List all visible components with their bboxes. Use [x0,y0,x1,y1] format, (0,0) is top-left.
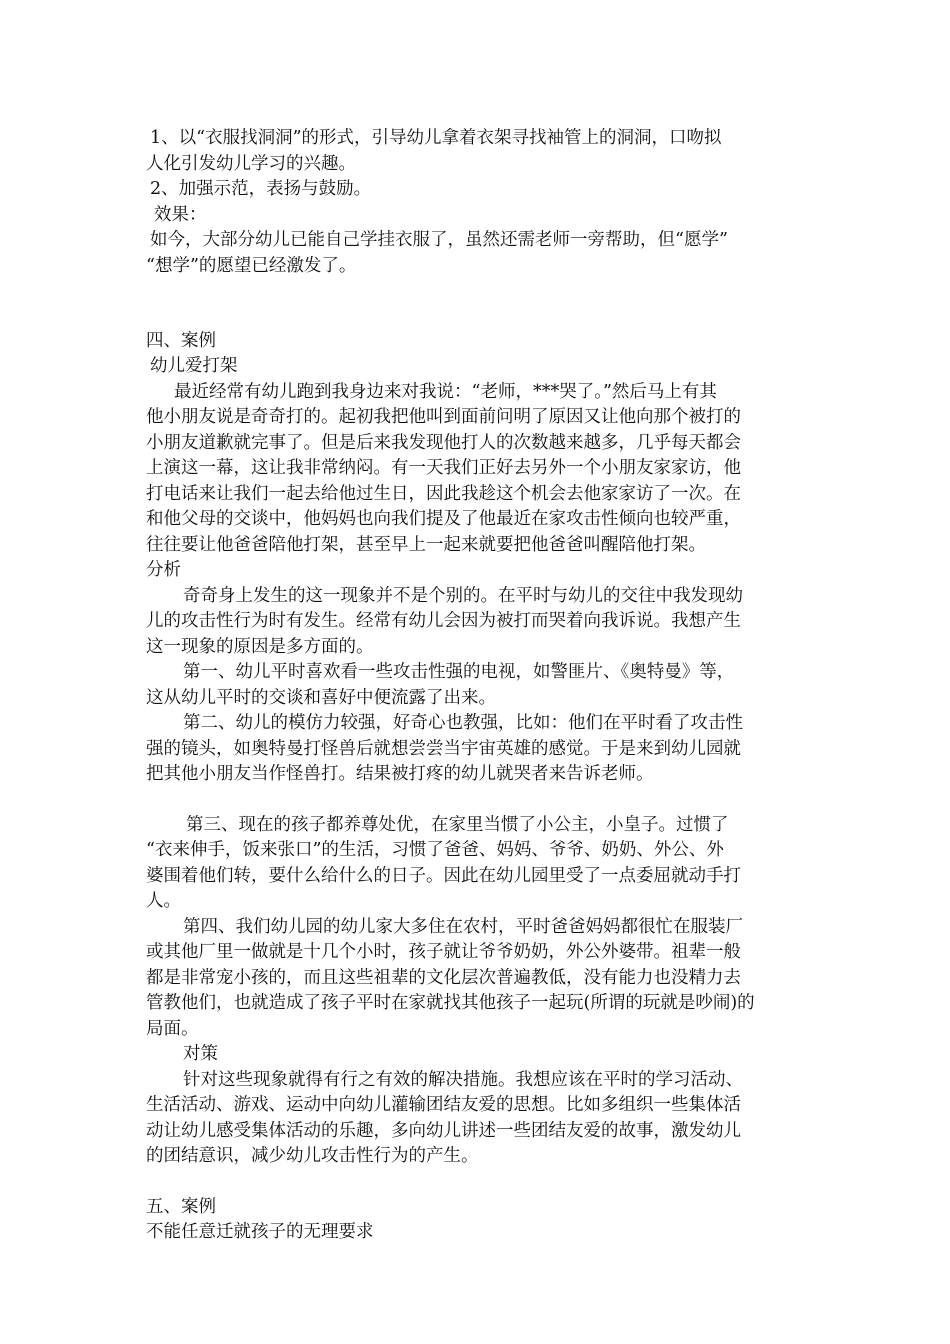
section-heading: 五、案例 [146,1197,216,1217]
text-line: 针对这些现象就得有行之有效的解决措施。我想应该在平时的学习活动、 [183,1070,743,1090]
text-line: 第一、幼儿平时喜欢看一些攻击性强的电视，如警匪片、《奥特曼》等， [183,662,735,682]
text-line: 第二、幼儿的模仿力较强，好奇心也教强，比如：他们在平时看了攻击性 [183,713,743,733]
text-line: “想学”的愿望已经激发了。 [146,256,357,276]
text-line: 管教他们，也就造成了孩子平时在家就找其他孩子一起玩(所谓的玩就是吵闹)的 [146,993,755,1013]
text-line: 上演这一幕，这让我非常纳闷。有一天我们正好去另外一个小朋友家家访，他 [146,458,741,478]
text-line: 1、以“衣服找洞洞”的形式，引导幼儿拿着衣架寻找袖管上的洞洞，口吻拟 [150,128,722,148]
text-line: 局面。 [146,1019,199,1039]
text-line: 最近经常有幼儿跑到我身边来对我说：“老师，***哭了。”然后马上有其 [174,382,717,402]
text-line: 的团结意识，减少幼儿攻击性行为的产生。 [146,1146,479,1166]
section-heading: 四、案例 [146,331,216,351]
subheading: 对策 [183,1044,218,1064]
text-line: 和他父母的交谈中，他妈妈也向我们提及了他最近在家攻击性倾向也较严重， [146,509,741,529]
text-line: 打电话来让我们一起去给他过生日，因此我趁这个机会去他家家访了一次。在 [146,484,741,504]
text-line: 动让幼儿感受集体活动的乐趣，多向幼儿讲述一些团结友爱的故事，激发幼儿 [146,1121,741,1141]
text-line: 效果： [154,205,207,225]
text-line: 强的镜头，如奥特曼打怪兽后就想尝尝当宇宙英雄的感觉。于是来到幼儿园就 [146,739,741,759]
text-line: 这一现象的原因是多方面的。 [146,637,374,657]
text-line: 第三、现在的孩子都养尊处优，在家里当惯了小公主，小皇子。过惯了 [186,815,729,835]
text-line: 如今，大部分幼儿已能自己学挂衣服了，虽然还需老师一旁帮助，但“愿学” [150,230,728,250]
text-line: 儿的攻击性行为时有发生。经常有幼儿会因为被打而哭着向我诉说。我想产生 [146,611,741,631]
subheading: 分析 [146,560,181,580]
text-line: 生活活动、游戏、运动中向幼儿灌输团结友爱的思想。比如多组织一些集体活 [146,1095,741,1115]
text-line: 婆围着他们转，要什么给什么的日子。因此在幼儿园里受了一点委屈就动手打 [146,866,741,886]
text-line: 人化引发幼儿学习的兴趣。 [146,154,356,174]
text-line: “衣来伸手，饭来张口”的生活，习惯了爸爸、妈妈、爷爷、奶奶、外公、外 [146,840,724,860]
text-line: 或其他厂里一做就是十几个小时，孩子就让爷爷奶奶，外公外婆带。祖辈一般 [146,942,741,962]
text-line: 这从幼儿平时的交谈和喜好中便流露了出来。 [146,688,496,708]
text-line: 把其他小朋友当作怪兽打。结果被打疼的幼儿就哭者来告诉老师。 [146,764,654,784]
text-line: 他小朋友说是奇奇打的。起初我把他叫到面前问明了原因又让他向那个被打的 [146,407,741,427]
text-line: 往往要让他爸爸陪他打架，甚至早上一起来就要把他爸爸叫醒陪他打架。 [146,535,706,555]
case-title: 不能任意迁就孩子的无理要求 [146,1222,374,1242]
text-line: 2、加强示范，表扬与鼓励。 [150,179,372,199]
text-line: 人。 [146,891,181,911]
case-title: 幼儿爱打架 [150,356,238,376]
text-line: 都是非常宠小孩的，而且这些祖辈的文化层次普遍教低，没有能力也没精力去 [146,968,741,988]
text-line: 第四、我们幼儿园的幼儿家大多住在农村，平时爸爸妈妈都很忙在服装厂 [183,917,743,937]
text-line: 小朋友道歉就完事了。但是后来我发现他打人的次数越来越多，几乎每天都会 [146,433,741,453]
text-line: 奇奇身上发生的这一现象并不是个别的。在平时与幼儿的交往中我发现幼 [183,586,743,606]
